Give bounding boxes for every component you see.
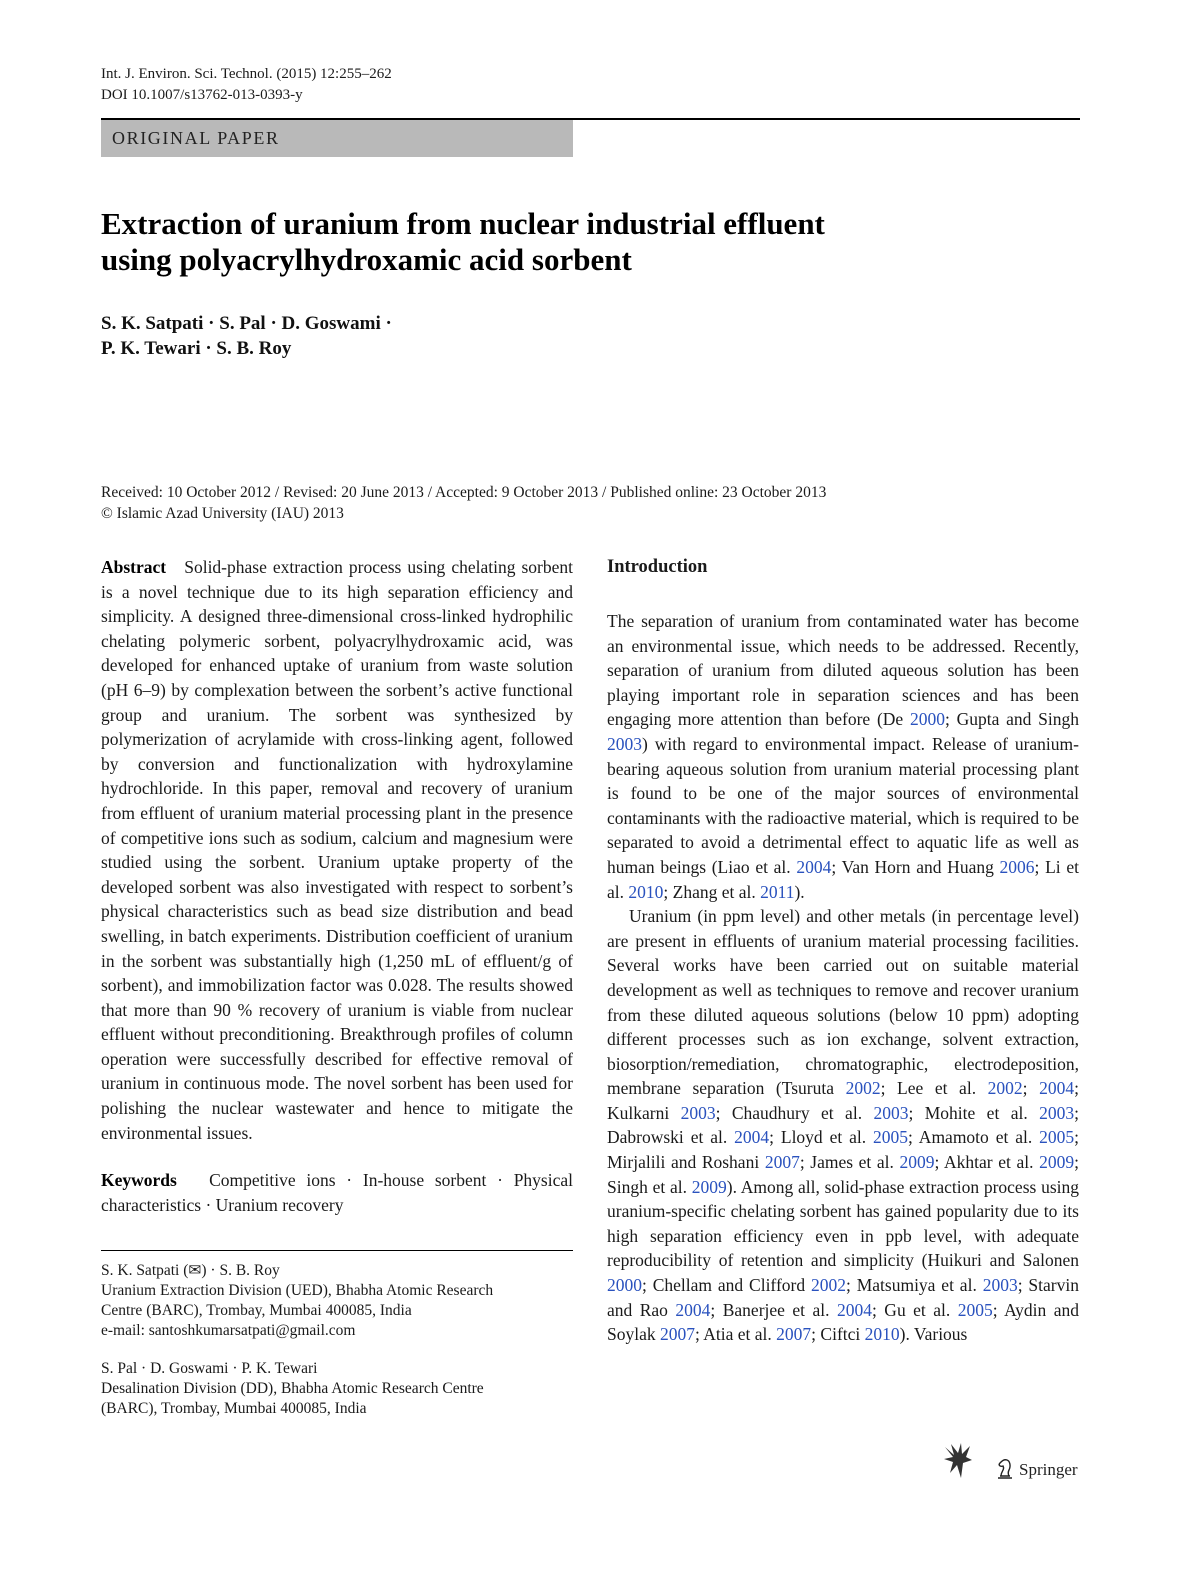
paragraph-text: ; Lee et al. xyxy=(880,1078,988,1099)
publisher-name: Springer xyxy=(1019,1460,1078,1479)
citation-link[interactable]: 2007 xyxy=(776,1324,812,1345)
citation-link[interactable]: 2004 xyxy=(675,1299,711,1320)
date-history: Received: 10 October 2012 / Revised: 20 June 2013 / Accepted: 9 October 2013 / Published online: 23 October 2013 xyxy=(101,484,827,501)
citation-link[interactable]: 2003 xyxy=(607,733,642,754)
citation-link[interactable]: 2004 xyxy=(796,856,832,877)
citation-link[interactable]: 2003 xyxy=(680,1102,716,1123)
paragraph-text: ; Atia et al. xyxy=(695,1324,777,1345)
journal-header xyxy=(101,64,392,106)
affiliation-rule xyxy=(101,1250,573,1251)
keywords xyxy=(101,1168,573,1217)
journal-citation: Int. J. Environ. Sci. Technol. (2015) 12:255–262 xyxy=(101,66,392,82)
affiliation-dd xyxy=(101,1359,573,1419)
citation-link[interactable]: 2005 xyxy=(1039,1127,1075,1148)
author-line-1: S. K. Satpati · S. Pal · D. Goswami · xyxy=(101,313,392,334)
citation-link[interactable]: 2010 xyxy=(628,881,664,902)
citation-link[interactable]: 2002 xyxy=(845,1078,881,1099)
paragraph-text: ; Banerjee et al. xyxy=(710,1299,837,1320)
citation-link[interactable]: 2005 xyxy=(873,1127,909,1148)
introduction-heading: Introduction xyxy=(607,557,708,577)
paragraph-text: ; Dabrowski et al. xyxy=(607,1102,1079,1148)
paper-title-line-2: using polyacrylhydroxamic acid sorbent xyxy=(101,242,632,277)
paragraph-text: ; Amamoto et al. xyxy=(908,1127,1040,1148)
citation-link[interactable]: 2003 xyxy=(1039,1102,1075,1123)
paragraph-text: ; Van Horn and Huang xyxy=(831,856,1000,877)
copyright-notice: © Islamic Azad University (IAU) 2013 xyxy=(101,505,344,522)
citation-link[interactable]: 2000 xyxy=(909,709,945,730)
paragraph-text: ; Gu et al. xyxy=(871,1299,958,1320)
journal-doi[interactable]: DOI 10.1007/s13762-013-0393-y xyxy=(101,87,303,103)
paragraph-text: ; Chellam and Clifford xyxy=(642,1275,811,1296)
paragraph-text: ; Akhtar et al. xyxy=(934,1152,1040,1173)
paragraph-text: ; Starvin and Rao xyxy=(607,1275,1079,1320)
paragraph-text: Uranium (in ppm level) and other metals (in percentage level) are present in effluents of uranium material processing facilities. Several works have been carried out on suitable material development as well as techniques to remove and recover uranium from these diluted aqueous solutions (below 10 ppm) adopting different processes such as ion exchange, solvent extraction, biosorption/remediation, chromatographic, electrodeposition, membrane separation (Tsuruta xyxy=(607,906,1079,1099)
paragraph-text: ; Lloyd et al. xyxy=(769,1127,874,1148)
citation-link[interactable]: 2002 xyxy=(810,1275,846,1296)
paragraph-text: ; Matsumiya et al. xyxy=(845,1275,983,1296)
paragraph-text: ; Chaudhury et al. xyxy=(715,1102,874,1123)
publication-dates xyxy=(101,482,826,524)
affiliation-address-line-2: Centre (BARC), Trombay, Mumbai 400085, India xyxy=(101,1302,412,1319)
paragraph-text: ; Mirjalili and Roshani xyxy=(607,1127,1079,1173)
paragraph-text: ; Zhang et al. xyxy=(663,881,761,902)
abstract-heading: Abstract xyxy=(101,557,167,577)
affiliation-ued xyxy=(101,1261,573,1341)
citation-link[interactable]: 2002 xyxy=(987,1078,1023,1099)
keywords-heading: Keywords xyxy=(101,1170,177,1191)
affiliation-address-line-1: Uranium Extraction Division (UED), Bhabha Atomic Research xyxy=(101,1282,494,1299)
citation-link[interactable]: 2006 xyxy=(999,856,1035,877)
introduction-paragraph-2 xyxy=(607,904,1079,1347)
paper-title xyxy=(101,206,1001,278)
left-column xyxy=(101,555,573,1217)
abstract-text: Solid-phase extraction process using chelating sorbent is a novel technique due to its high separation efficiency and simplicity. A designed three-dimensional cross-linked hydrophilic chelating polymeric sorbent, polyacrylhydroxamic acid, was developed for enhanced uptake of uranium from waste solution (pH 6–9) by complexation between the sorbent’s active functional group and uranium. The sorbent was synthesized by polymerization of acrylamide with cross-linking agent, followed by conversion and functionalization with hydroxylamine hydrochloride. In this paper, removal and recovery of uranium from effluent of uranium material processing plant in the presence of competitive ions such as sodium, calcium and magnesium were studied using the sorbent. Uranium uptake property of the developed sorbent was also investigated with respect to sorbent’s physical characteristics such as bead size distribution and bead swelling, in batch experiments. Distribution coefficient of uranium in the sorbent was substantially high (1,250 mL of effluent/g of sorbent), and immobilization factor was 0.028. The results showed that more than 90 % recovery of uranium is viable from nuclear effluent without preconditioning. Breakthrough profiles of column operation were successfully described for effective removal of uranium in continuous mode. The novel sorbent has been used for polishing the nuclear wastewater and hence to mitigate the environmental issues. xyxy=(101,557,574,1143)
introduction-paragraph-1 xyxy=(607,609,1079,904)
citation-link[interactable]: 2007 xyxy=(660,1324,695,1345)
citation-link[interactable]: 2003 xyxy=(873,1102,909,1123)
citation-link[interactable]: 2009 xyxy=(691,1176,727,1197)
author-line-2: P. K. Tewari · S. B. Roy xyxy=(101,338,292,359)
right-column xyxy=(607,555,1079,1347)
citation-link[interactable]: 2010 xyxy=(864,1324,900,1345)
paragraph-text: ; Aydin and Soylak xyxy=(607,1299,1079,1345)
paragraph-text: ; Singh et al. xyxy=(607,1152,1079,1197)
author-list xyxy=(101,311,392,361)
paragraph-text: The separation of uranium from contaminated water has become an environmental issue, which needs to be addressed. Recently, separation of uranium from diluted aqueous solution has been playing important role in separation sciences and has been engaging more attention than before (De xyxy=(607,611,1079,730)
citation-link[interactable]: 2004 xyxy=(1039,1078,1075,1099)
citation-link[interactable]: 2004 xyxy=(734,1127,770,1148)
paper-title-line-1: Extraction of uranium from nuclear industrial effluent xyxy=(101,206,825,241)
paragraph-text: ; Li et al. xyxy=(607,856,1079,902)
contact-email[interactable]: e-mail: santoshkumarsatpati@gmail.com xyxy=(101,1322,356,1339)
paragraph-text: ). Among all, solid-phase extraction process using uranium-specific chelating sorbent has gained popularity due to its high separation efficiency even in ppb level, with adequate reproducibility of retention and simplicity (Huikuri and Salonen xyxy=(607,1176,1079,1271)
affiliation-names: S. K. Satpati (✉) · S. B. Roy xyxy=(101,1262,280,1279)
paragraph-text: ; Mohite et al. xyxy=(908,1102,1040,1123)
citation-link[interactable]: 2004 xyxy=(836,1299,872,1320)
springer-horse-logo-icon xyxy=(941,1441,975,1481)
paragraph-text: ; xyxy=(1022,1078,1040,1099)
citation-link[interactable]: 2000 xyxy=(607,1275,642,1296)
article-type-label: ORIGINAL PAPER xyxy=(112,128,280,148)
paragraph-text: ; Kulkarni xyxy=(607,1078,1079,1123)
citation-link[interactable]: 2009 xyxy=(899,1152,935,1173)
citation-link[interactable]: 2007 xyxy=(764,1152,800,1173)
paragraph-text: ; Gupta and Singh xyxy=(944,709,1079,730)
citation-link[interactable]: 2003 xyxy=(982,1275,1018,1296)
paragraph-text: ; James et al. xyxy=(799,1152,900,1173)
paragraph-text: ). xyxy=(794,881,805,902)
citation-link[interactable]: 2011 xyxy=(760,881,795,902)
paragraph-text: ) with regard to environmental impact. Release of uranium-bearing aqueous solution from uranium material processing plant is found to be one of the major sources of environmental contaminants with the radioactive material, which is required to be separated to avoid a detrimental effect to aquatic life as well as human beings (Liao et al. xyxy=(607,733,1079,877)
abstract xyxy=(101,555,573,1145)
affiliation-address-line-2: (BARC), Trombay, Mumbai 400085, India xyxy=(101,1400,367,1417)
springer-chess-knight-icon xyxy=(995,1458,1015,1480)
affiliation-names: S. Pal · D. Goswami · P. K. Tewari xyxy=(101,1360,318,1377)
paragraph-text: ). Various xyxy=(899,1324,968,1345)
citation-link[interactable]: 2009 xyxy=(1039,1152,1075,1173)
affiliation-address-line-1: Desalination Division (DD), Bhabha Atomic Research Centre xyxy=(101,1380,484,1397)
citation-link[interactable]: 2005 xyxy=(957,1299,993,1320)
keywords-text: Competitive ions · In-house sorbent · Physical characteristics · Uranium recovery xyxy=(101,1170,574,1215)
paragraph-text: ; Ciftci xyxy=(811,1324,865,1345)
